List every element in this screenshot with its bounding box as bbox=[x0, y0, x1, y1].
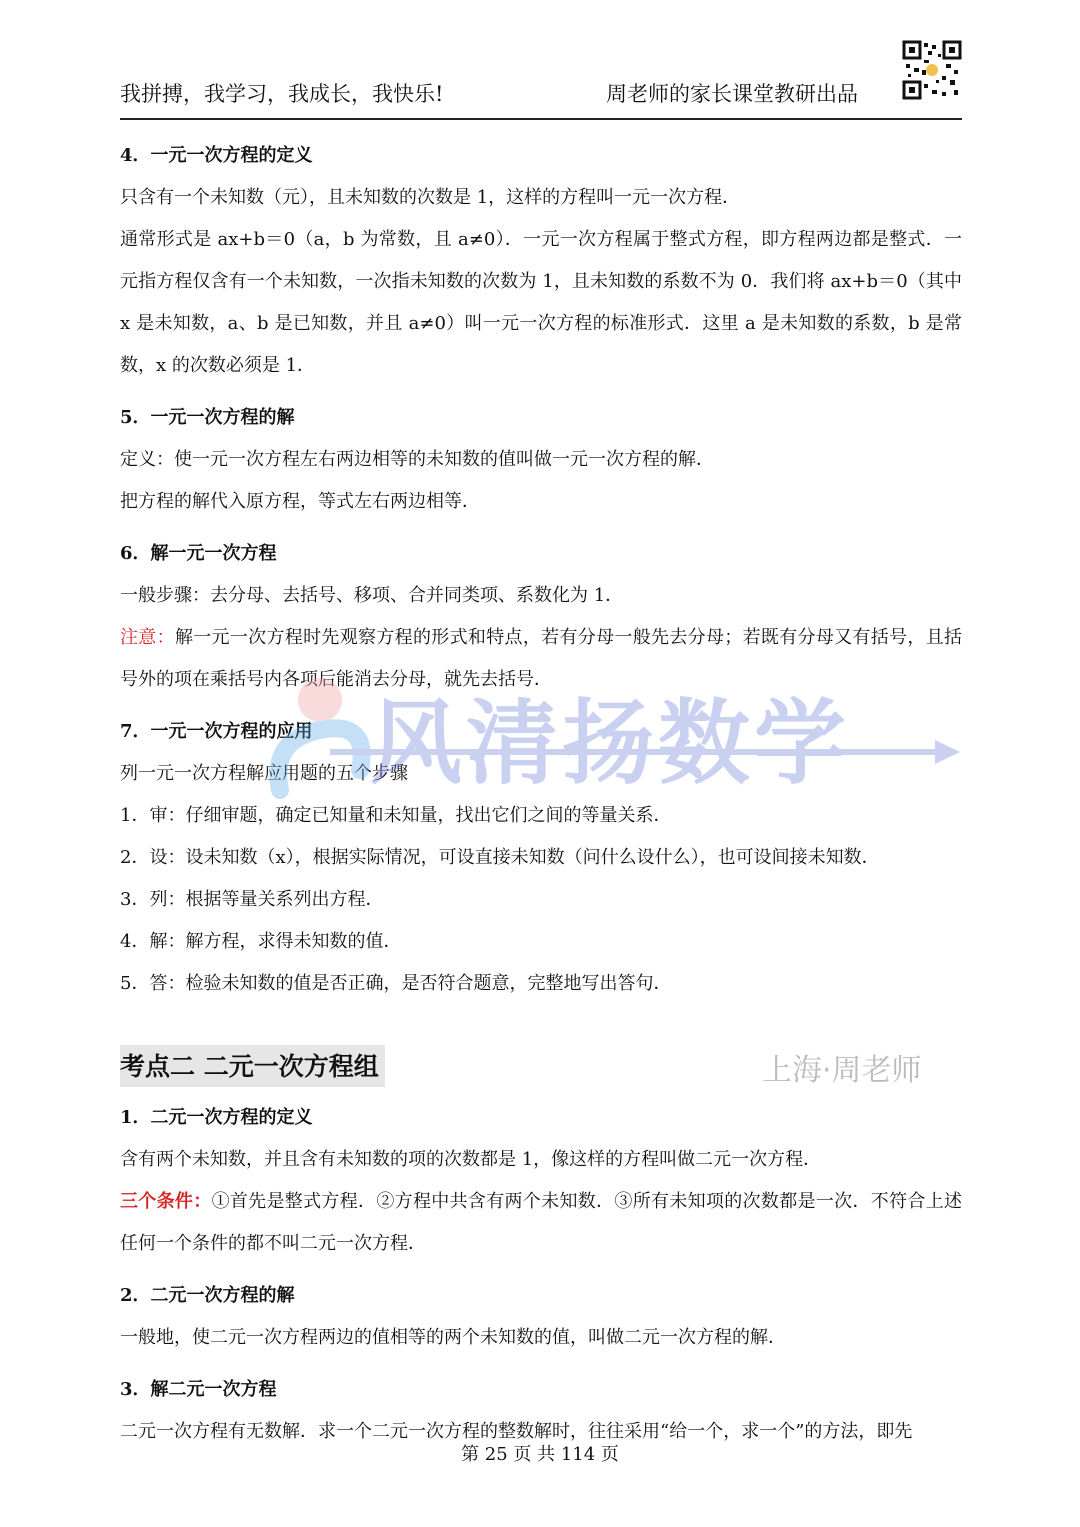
header-publisher: 周老师的家长课堂教研出品 bbox=[606, 82, 858, 106]
conditions-text: ①首先是整式方程．②方程中共含有两个未知数．③所有未知项的次数都是一次．不符合上述任何一个条件的都不叫二元一次方程． bbox=[120, 1191, 963, 1254]
heading-5: 5．一元一次方程的解 bbox=[120, 407, 295, 428]
page-header bbox=[120, 70, 962, 120]
conditions-label: 三个条件： bbox=[120, 1191, 212, 1212]
conditions-paragraph bbox=[120, 1181, 962, 1265]
header-slogan: 我拼搏，我学习，我成长，我快乐! bbox=[120, 82, 444, 106]
s7-intro: 列一元一次方程解应用题的五个步骤 bbox=[120, 763, 408, 784]
s6-note bbox=[120, 617, 962, 701]
heading-7: 7．一元一次方程的应用 bbox=[120, 721, 313, 742]
step-item: 3．列：根据等量关系列出方程． bbox=[120, 889, 384, 910]
s2-2-paragraph: 一般地，使二元一次方程两边的值相等的两个未知数的值，叫做二元一次方程的解． bbox=[120, 1327, 786, 1348]
step-item: 4．解：解方程，求得未知数的值． bbox=[120, 931, 402, 952]
heading-2-3: 3．解二元一次方程 bbox=[120, 1379, 277, 1400]
step-item: 1．审：仔细审题，确定已知量和未知量，找出它们之间的等量关系． bbox=[120, 805, 672, 826]
heading-2-1: 1．二元一次方程的定义 bbox=[120, 1107, 313, 1128]
qr-code-icon bbox=[902, 40, 962, 100]
heading-2-2: 2．二元一次方程的解 bbox=[120, 1285, 295, 1306]
step-item: 2．设：设未知数（x），根据实际情况，可设直接未知数（问什么设什么），也可设间接未知数． bbox=[120, 847, 880, 868]
s5-paragraph-2: 把方程的解代入原方程，等式左右两边相等． bbox=[120, 491, 480, 512]
s4-paragraph-1: 只含有一个未知数（元），且未知数的次数是 1，这样的方程叫一元一次方程． bbox=[120, 187, 741, 208]
s5-paragraph-1: 定义：使一元一次方程左右两边相等的未知数的值叫做一元一次方程的解． bbox=[120, 449, 714, 470]
page-footer: 第 25 页 共 114 页 bbox=[461, 1444, 619, 1465]
heading-6: 6．解一元一次方程 bbox=[120, 543, 277, 564]
s2-1-paragraph: 含有两个未知数，并且含有未知数的项的次数都是 1，像这样的方程叫做二元一次方程． bbox=[120, 1149, 822, 1170]
author-stamp: 上海·周老师 bbox=[762, 1053, 922, 1088]
note-label: 注意： bbox=[120, 627, 175, 648]
main-content bbox=[120, 125, 962, 1453]
s6-paragraph-1: 一般步骤：去分母、去括号、移项、合并同类项、系数化为 1． bbox=[120, 585, 624, 606]
heading-4: 4．一元一次方程的定义 bbox=[120, 145, 313, 166]
note-text: 解一元一次方程时先观察方程的形式和特点，若有分母一般先去分母；若既有分母又有括号，且括号外的项在乘括号内各项后能消去分母，就先去括号． bbox=[120, 627, 962, 690]
step-item: 5．答：检验未知数的值是否正确，是否符合题意，完整地写出答句． bbox=[120, 973, 672, 994]
s4-paragraph-2: 通常形式是 ax+b＝0（a，b 为常数，且 a≠0）．一元一次方程属于整式方程，即方程两边都是整式．一元指方程仅含有一个未知数，一次指未知数的次数为 1，且未知数的系数不为 0．我们将 ax+b＝0（其中 x 是未知数，a、b 是已知数，并且 a≠0）叫一元一次方程的标准形式．这里 a 是未知数的系数，b 是常数，x 的次数必须是 1． bbox=[120, 229, 962, 376]
s2-3-paragraph: 二元一次方程有无数解．求一个二元一次方程的整数解时，往往采用“给一个，求一个”的方法，即先 bbox=[120, 1421, 913, 1442]
watermark-text: 风清扬数学 bbox=[370, 690, 851, 797]
section-title: 考点二 二元一次方程组 bbox=[120, 1045, 385, 1087]
